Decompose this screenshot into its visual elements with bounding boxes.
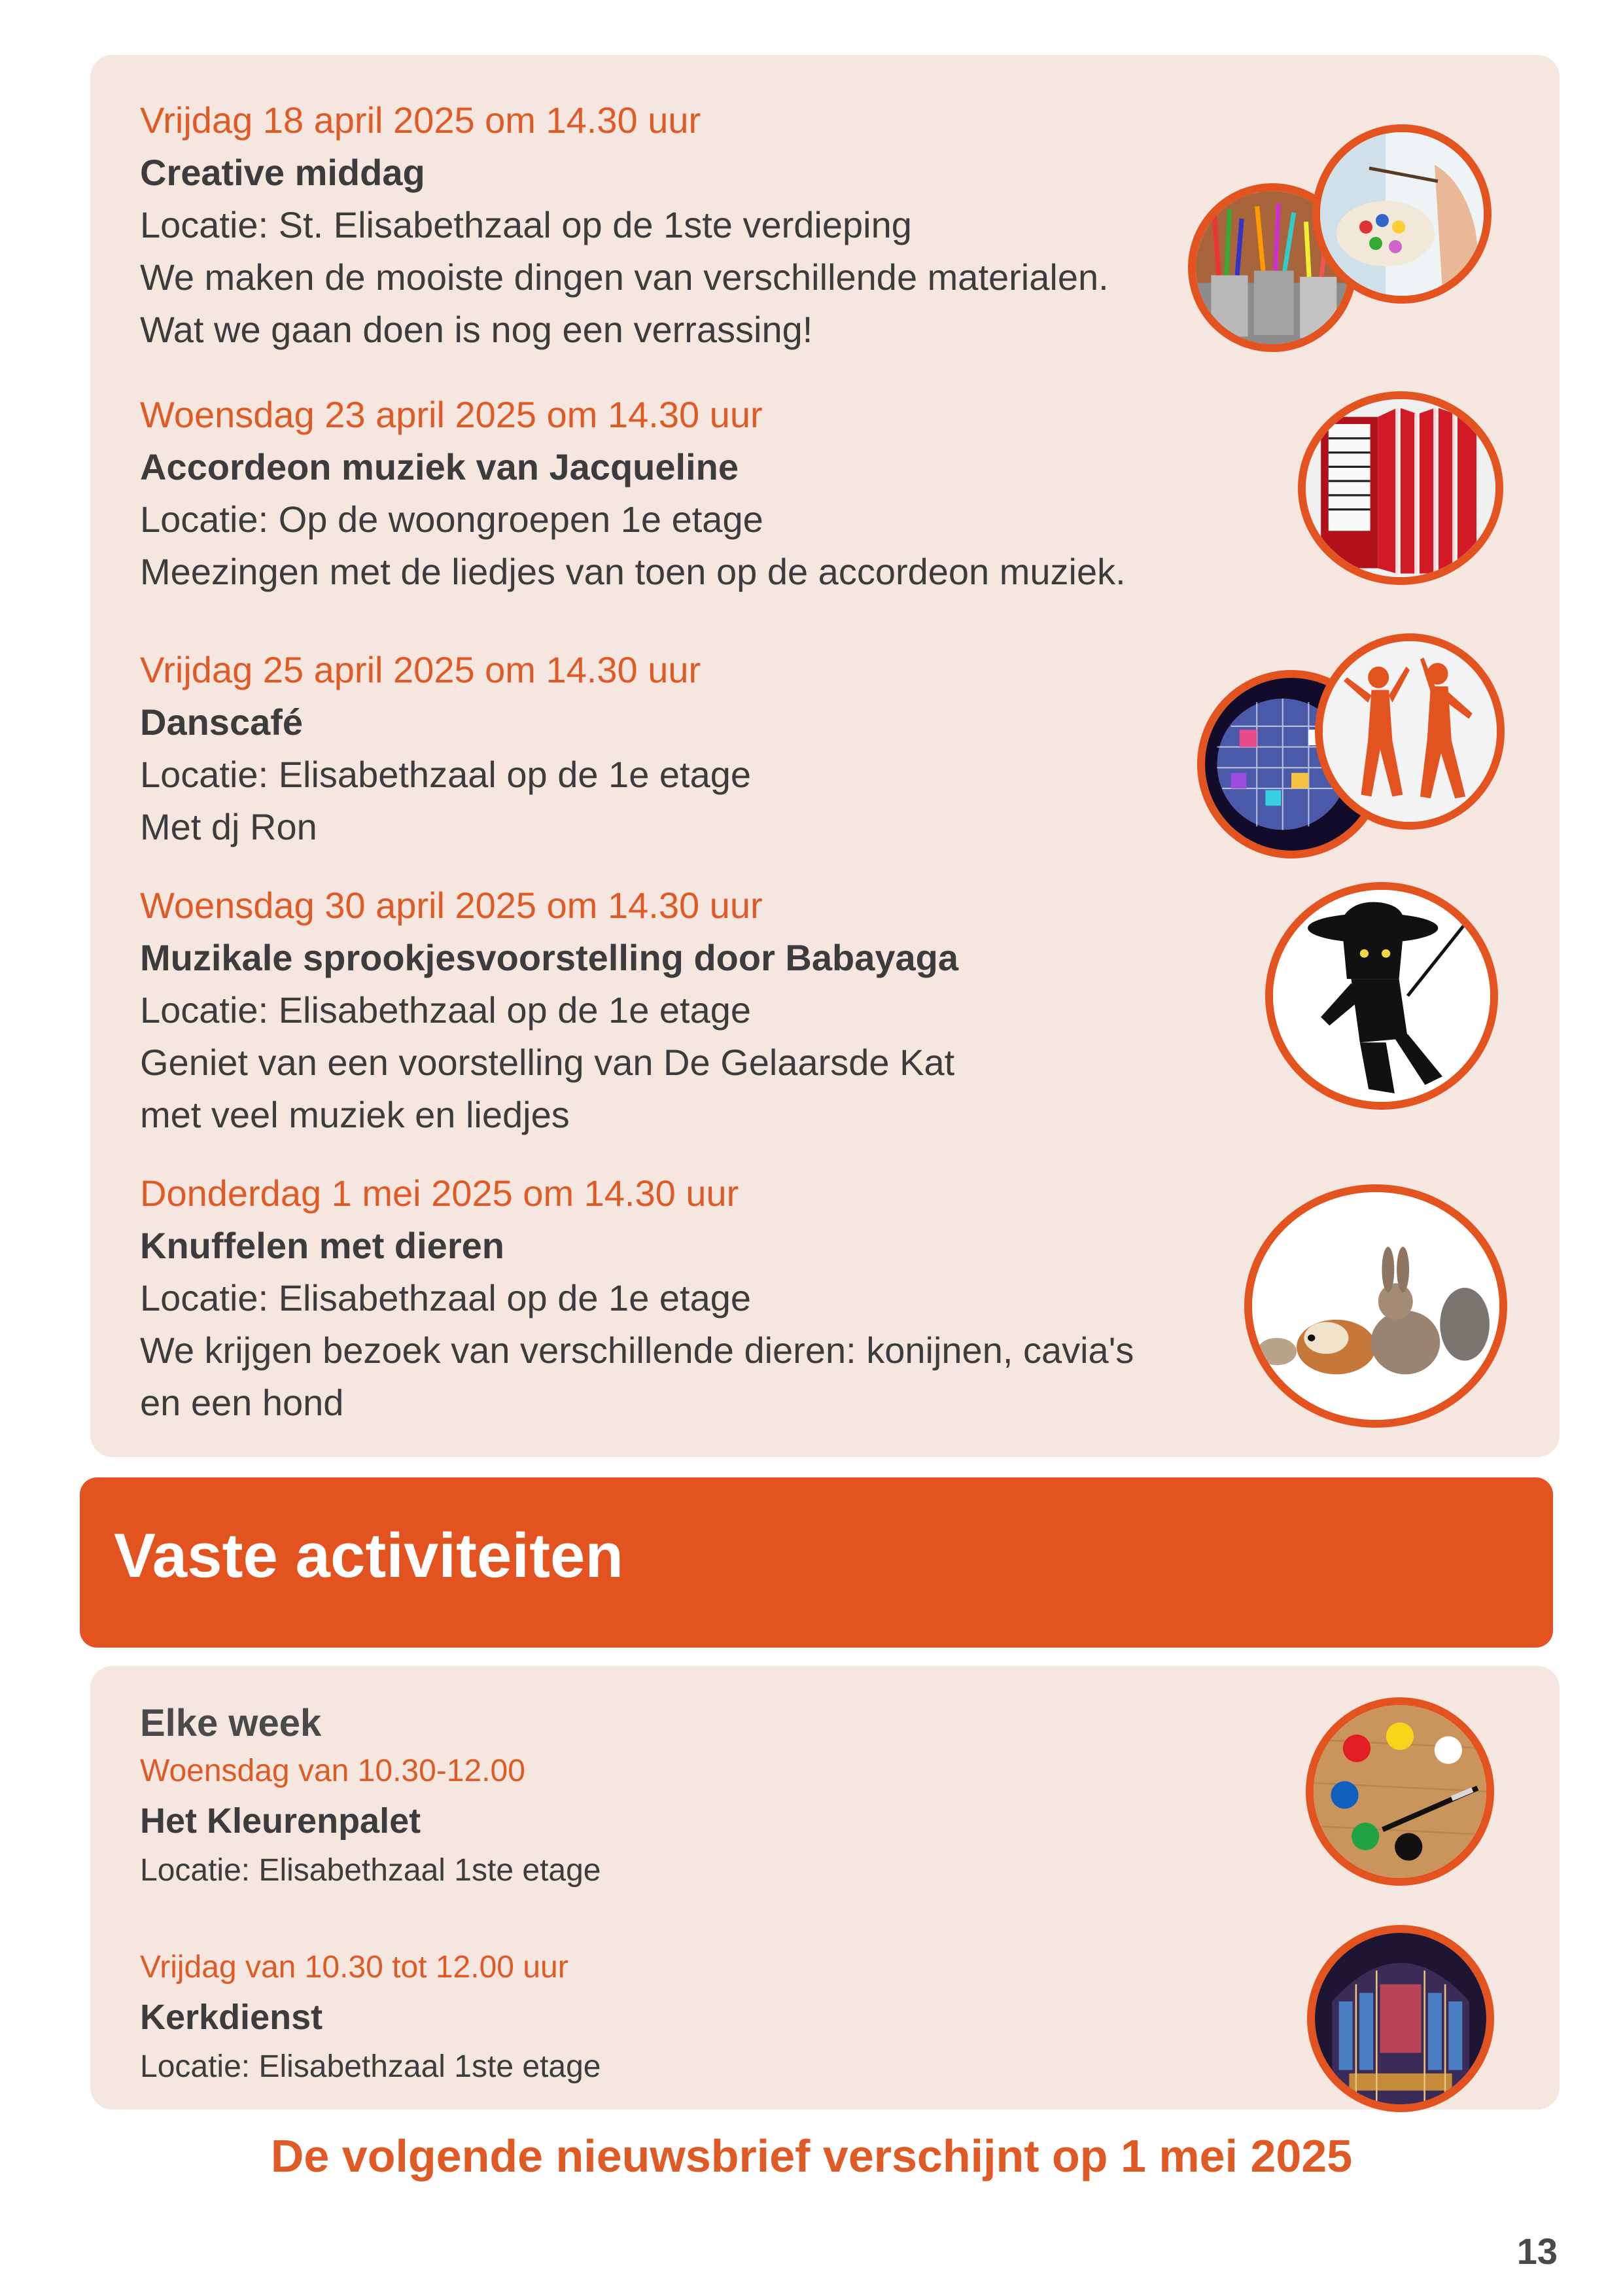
event-title: Danscafé bbox=[140, 701, 304, 743]
event-description: Wat we gaan doen is nog een verrassing! bbox=[140, 309, 813, 350]
event-accordeon bbox=[140, 389, 1226, 598]
activity-location: Locatie: Elisabethzaal 1ste etage bbox=[140, 2049, 601, 2084]
event-date: Vrijdag 18 april 2025 om 14.30 uur bbox=[140, 99, 701, 141]
event-location: Locatie: St. Elisabethzaal op de 1ste verdieping bbox=[140, 204, 912, 245]
event-description: met veel muziek en liedjes bbox=[140, 1094, 570, 1135]
activity-location: Locatie: Elisabethzaal 1ste etage bbox=[140, 1853, 601, 1888]
event-description: Meezingen met de liedjes van toen op de accordeon muziek. bbox=[140, 551, 1126, 592]
event-title: Muzikale sprookjesvoorstelling door Babayaga bbox=[140, 937, 959, 978]
puss-in-boots-photo bbox=[1265, 882, 1498, 1110]
event-description: Geniet van een voorstelling van De Gelaarsde Kat bbox=[140, 1042, 955, 1083]
event-location: Locatie: Elisabethzaal op de 1e etage bbox=[140, 1277, 752, 1318]
event-date: Woensdag 23 april 2025 om 14.30 uur bbox=[140, 394, 763, 435]
event-description: en een hond bbox=[140, 1382, 344, 1423]
activity-title: Kerkdienst bbox=[140, 1998, 323, 2037]
event-title: Accordeon muziek van Jacqueline bbox=[140, 446, 739, 487]
dancers-photo bbox=[1315, 633, 1505, 830]
event-knuffelen bbox=[140, 1167, 1226, 1429]
event-description: Met dj Ron bbox=[140, 806, 317, 847]
fixed-item-kerkdienst bbox=[140, 1943, 1121, 2091]
section-header bbox=[80, 1477, 1553, 1648]
event-location: Locatie: Elisabethzaal op de 1e etage bbox=[140, 754, 752, 795]
event-title: Knuffelen met dieren bbox=[140, 1225, 504, 1266]
event-creative-middag bbox=[140, 94, 1226, 356]
event-date: Vrijdag 25 april 2025 om 14.30 uur bbox=[140, 649, 701, 690]
painting-palette-photo bbox=[1312, 124, 1492, 304]
event-description: We maken de mooiste dingen van verschillende materialen. bbox=[140, 256, 1109, 298]
section-title: Vaste activiteiten bbox=[114, 1521, 624, 1591]
activity-date: Vrijdag van 10.30 tot 12.00 uur bbox=[140, 1950, 568, 1985]
event-location: Locatie: Elisabethzaal op de 1e etage bbox=[140, 989, 752, 1031]
fixed-heading: Elke week bbox=[140, 1702, 322, 1744]
fixed-item-kleurenpalet bbox=[140, 1747, 1121, 1895]
event-description: We krijgen bezoek van verschillende dieren: konijnen, cavia's bbox=[140, 1330, 1134, 1371]
event-sprookjesvoorstelling bbox=[140, 879, 1226, 1141]
paint-palette-photo bbox=[1306, 1697, 1494, 1886]
cathedral-photo bbox=[1307, 1925, 1494, 2112]
event-danscafe bbox=[140, 644, 1226, 853]
event-date: Woensdag 30 april 2025 om 14.30 uur bbox=[140, 885, 763, 926]
newsletter-notice: De volgende nieuwsbrief verschijnt op 1 mei 2025 bbox=[270, 2130, 1353, 2181]
page-number: 13 bbox=[1516, 2231, 1558, 2272]
event-title: Creative middag bbox=[140, 152, 425, 193]
guinea-pig-rabbit-photo bbox=[1244, 1184, 1507, 1428]
activity-date: Woensdag van 10.30-12.00 bbox=[140, 1754, 525, 1788]
activity-title: Het Kleurenpalet bbox=[140, 1801, 421, 1841]
event-location: Locatie: Op de woongroepen 1e etage bbox=[140, 499, 763, 540]
accordion-photo bbox=[1298, 391, 1503, 585]
event-date: Donderdag 1 mei 2025 om 14.30 uur bbox=[140, 1173, 739, 1214]
